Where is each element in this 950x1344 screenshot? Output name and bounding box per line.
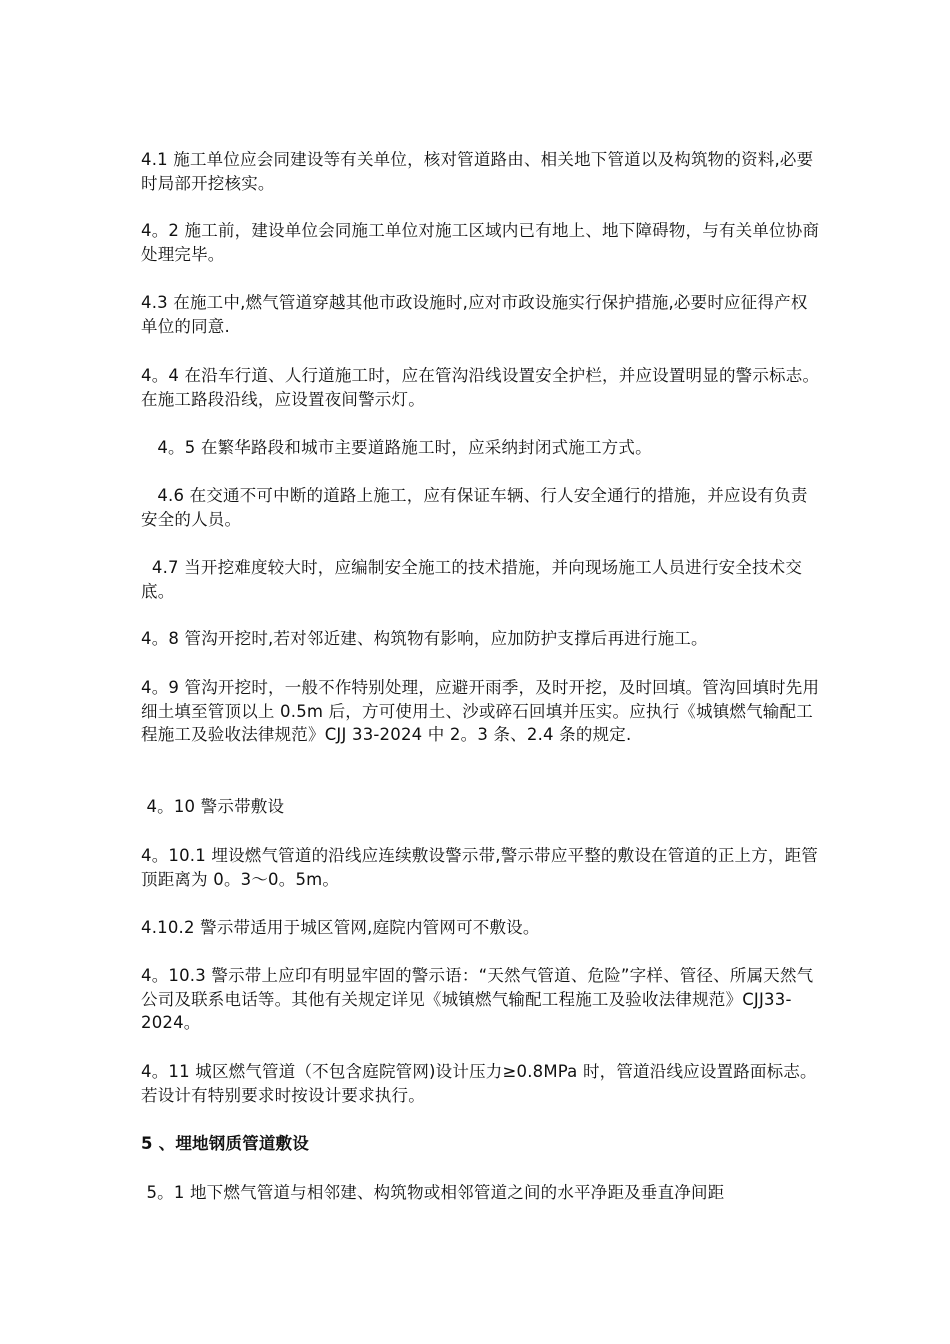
paragraph-5-1: 5。1 地下燃气管道与相邻建、构筑物或相邻管道之间的水平净距及垂直净间距: [141, 1183, 725, 1202]
paragraph-4-10-1: 4。10.1 埋设燃气管道的沿线应连续敷设警示带,警示带应平整的敷设在管道的正上方，距管顶距离为 0。3～0。5m。: [141, 846, 819, 889]
paragraph-4-1: 4.1 施工单位应会同建设等有关单位，核对管道路由、相关地下管道以及构筑物的资料,必要时局部开挖核实。: [141, 150, 814, 193]
paragraph-4-7: 4.7 当开挖难度较大时，应编制安全施工的技术措施，并向现场施工人员进行安全技术交底。: [141, 558, 803, 601]
paragraph-4-11: 4。11 城区燃气管道（不包含庭院管网)设计压力≥0.8MPa 时，管道沿线应设置路面标志。若设计有特别要求时按设计要求执行。: [141, 1062, 817, 1105]
paragraph-4-10-2: 4.10.2 警示带适用于城区管网,庭院内管网可不敷设。: [141, 918, 540, 937]
paragraph-4-4: 4。4 在沿车行道、人行道施工时，应在管沟沿线设置安全护栏，并应设置明显的警示标志。在施工路段沿线，应设置夜间警示灯。: [141, 366, 820, 409]
paragraph-4-8: 4。8 管沟开挖时,若对邻近建、构筑物有影响，应加防护支撑后再进行施工。: [141, 629, 708, 648]
paragraph-4-5: 4。5 在繁华路段和城市主要道路施工时，应采纳封闭式施工方式。: [141, 438, 652, 457]
paragraph-4-9: 4。9 管沟开挖时，一般不作特别处理，应避开雨季，及时开挖，及时回填。管沟回填时先用细土填至管顶以上 0.5m 后，方可使用土、沙或碎石回填并压实。应执行《城镇燃气输配工程施工及验收法律规范》CJJ 33-2024 中 2。3 条、2.4 条的规定.: [141, 678, 820, 744]
paragraph-4-10: 4。10 警示带敷设: [141, 797, 285, 816]
paragraph-4-10-3: 4。10.3 警示带上应印有明显牢固的警示语：“天然气管道、危险”字样、管径、所属天然气公司及联系电话等。其他有关规定详见《城镇燃气输配工程施工及验收法律规范》CJJ33-2024。: [141, 966, 814, 1032]
section-heading-5: 5 、埋地钢质管道敷设: [141, 1134, 309, 1153]
paragraph-4-6: 4.6 在交通不可中断的道路上施工，应有保证车辆、行人安全通行的措施，并应设有负责安全的人员。: [141, 486, 808, 529]
paragraph-4-3: 4.3 在施工中,燃气管道穿越其他市政设施时,应对市政设施实行保护措施,必要时应征得产权单位的同意.: [141, 293, 808, 336]
paragraph-4-2: 4。2 施工前，建设单位会同施工单位对施工区域内已有地上、地下障碍物，与有关单位协商处理完毕。: [141, 221, 820, 264]
